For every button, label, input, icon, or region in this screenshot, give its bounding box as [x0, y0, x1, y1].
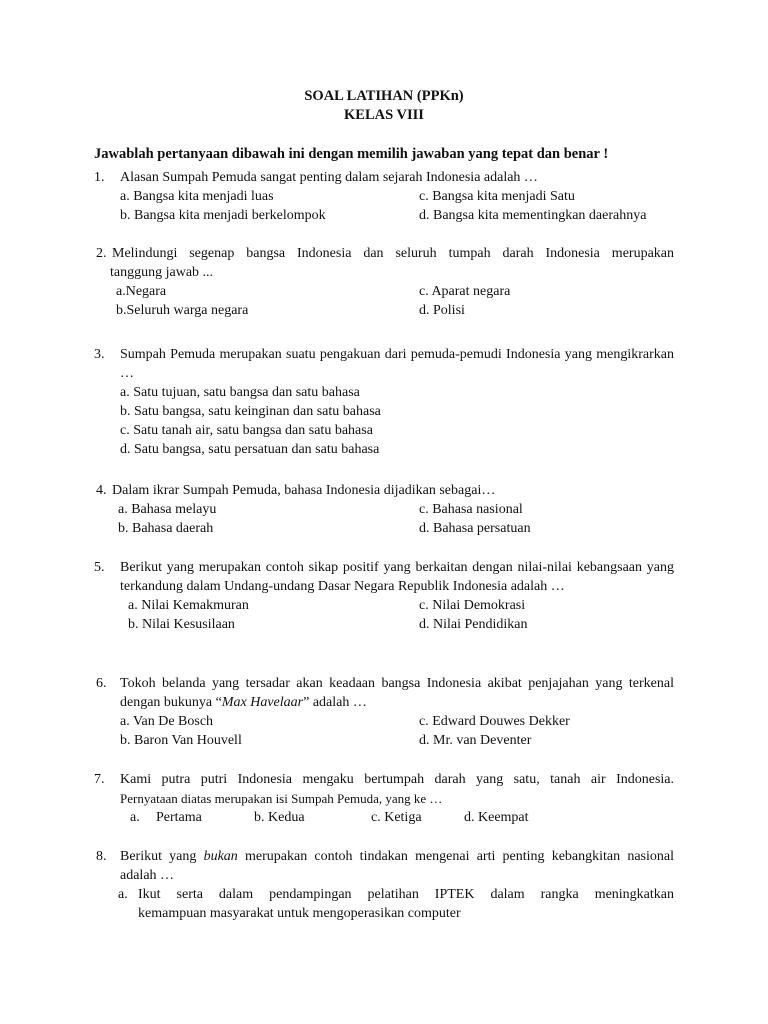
option-b[interactable]: b. Baron Van Houvell [120, 733, 242, 748]
question-text-cont: Pernyataan diatas merupakan isi Sumpah Pemuda, yang ke … [120, 791, 443, 806]
option-b[interactable]: b. Bangsa kita menjadi berkelompok [120, 208, 326, 223]
option-a-text[interactable]: Ikut serta dalam pendampingan pelatihan IPTEK dalam rangka meningkatkan [138, 887, 674, 902]
question-number: 5. [94, 560, 105, 575]
option-a[interactable]: a. Van De Bosch [120, 714, 214, 729]
question-number: 2. [96, 246, 107, 261]
option-d[interactable]: d. Polisi [419, 303, 465, 318]
question-2 [96, 244, 674, 320]
option-c[interactable]: c. Satu tanah air, satu bangsa dan satu bahasa [120, 423, 373, 438]
option-a[interactable]: a. Bahasa melayu [118, 502, 217, 517]
question-5 [94, 558, 674, 634]
option-a[interactable]: a. Bangsa kita menjadi luas [120, 189, 274, 204]
question-number: 7. [94, 772, 105, 787]
option-d[interactable]: d. Bahasa persatuan [419, 521, 531, 536]
option-d[interactable]: d. Nilai Pendidikan [419, 617, 528, 632]
question-text: Sumpah Pemuda merupakan suatu pengakuan dari pemuda-pemudi Indonesia yang mengikrarkan … [120, 347, 674, 381]
option-a[interactable]: a. [130, 810, 140, 825]
option-b[interactable]: b. Satu bangsa, satu keinginan dan satu bahasa [120, 404, 381, 419]
option-d[interactable]: d. Keempat [464, 810, 529, 825]
question-text: Melindungi segenap bangsa Indonesia dan seluruh tumpah darah Indonesia merupakan [112, 246, 674, 261]
question-8 [96, 847, 674, 923]
option-c[interactable]: c. Edward Douwes Dekker [419, 714, 570, 729]
question-6 [96, 674, 674, 750]
question-7 [94, 770, 674, 827]
question-number: 8. [96, 849, 107, 864]
option-b[interactable]: b. Bahasa daerah [118, 521, 214, 536]
option-d[interactable]: d. Satu bangsa, satu persatuan dan satu bahasa [120, 442, 380, 457]
option-c[interactable]: c. Aparat negara [419, 284, 511, 299]
question-number: 4. [96, 483, 107, 498]
option-d[interactable]: d. Bangsa kita mementingkan daerahnya [419, 208, 647, 223]
option-b[interactable]: b. Nilai Kesusilaan [128, 617, 235, 632]
option-a[interactable]: a.Negara [116, 284, 167, 299]
option-b[interactable]: b.Seluruh warga negara [116, 303, 249, 318]
question-1 [94, 168, 674, 225]
option-a[interactable]: a. Nilai Kemakmuran [128, 598, 249, 613]
option-d[interactable]: d. Mr. van Deventer [419, 733, 532, 748]
option-b[interactable]: b. Kedua [254, 810, 305, 825]
question-3 [94, 345, 674, 459]
page-title: SOAL LATIHAN (PPKn) [304, 88, 464, 104]
question-text-cont: tanggung jawab ... [110, 265, 214, 280]
question-number: 6. [96, 676, 107, 691]
option-c[interactable]: c. Ketiga [371, 810, 422, 825]
option-c[interactable]: c. Bahasa nasional [419, 502, 523, 517]
question-text: Berikut yang merupakan contoh sikap positif yang berkaitan dengan nilai-nilai kebangsaan yang terkandung dalam Undang-undang Dasar Negara Republik Indonesia adalah … [120, 560, 674, 594]
option-c[interactable]: c. Nilai Demokrasi [419, 598, 526, 613]
option-a-text[interactable]: Pertama [156, 810, 202, 825]
instruction: Jawablah pertanyaan dibawah ini dengan memilih jawaban yang tepat dan benar ! [94, 146, 609, 162]
question-text: Berikut yang bukan merupakan contoh tindakan mengenai arti penting kebangkitan nasional adalah … [120, 849, 674, 883]
option-c[interactable]: c. Bangsa kita menjadi Satu [419, 189, 575, 204]
option-a[interactable]: a. Satu tujuan, satu bangsa dan satu bahasa [120, 385, 360, 400]
question-text: Dalam ikrar Sumpah Pemuda, bahasa Indonesia dijadikan sebagai… [112, 483, 496, 498]
option-a-text-cont[interactable]: kemampuan masyarakat untuk mengoperasikan computer [138, 906, 461, 921]
question-text: Tokoh belanda yang tersadar akan keadaan bangsa Indonesia akibat penjajahan yang terkenal dengan bukunya “Max Havelaar” adalah … [120, 676, 674, 710]
question-text: Alasan Sumpah Pemuda sangat penting dalam sejarah Indonesia adalah … [120, 170, 538, 185]
question-number: 3. [94, 347, 105, 362]
page-subtitle: KELAS VIII [344, 107, 424, 123]
option-a[interactable]: a. [118, 887, 128, 902]
question-text: Kami putra putri Indonesia mengaku bertumpah darah yang satu, tanah air Indonesia. [120, 772, 674, 787]
question-number: 1. [94, 170, 105, 185]
question-4 [96, 481, 674, 538]
